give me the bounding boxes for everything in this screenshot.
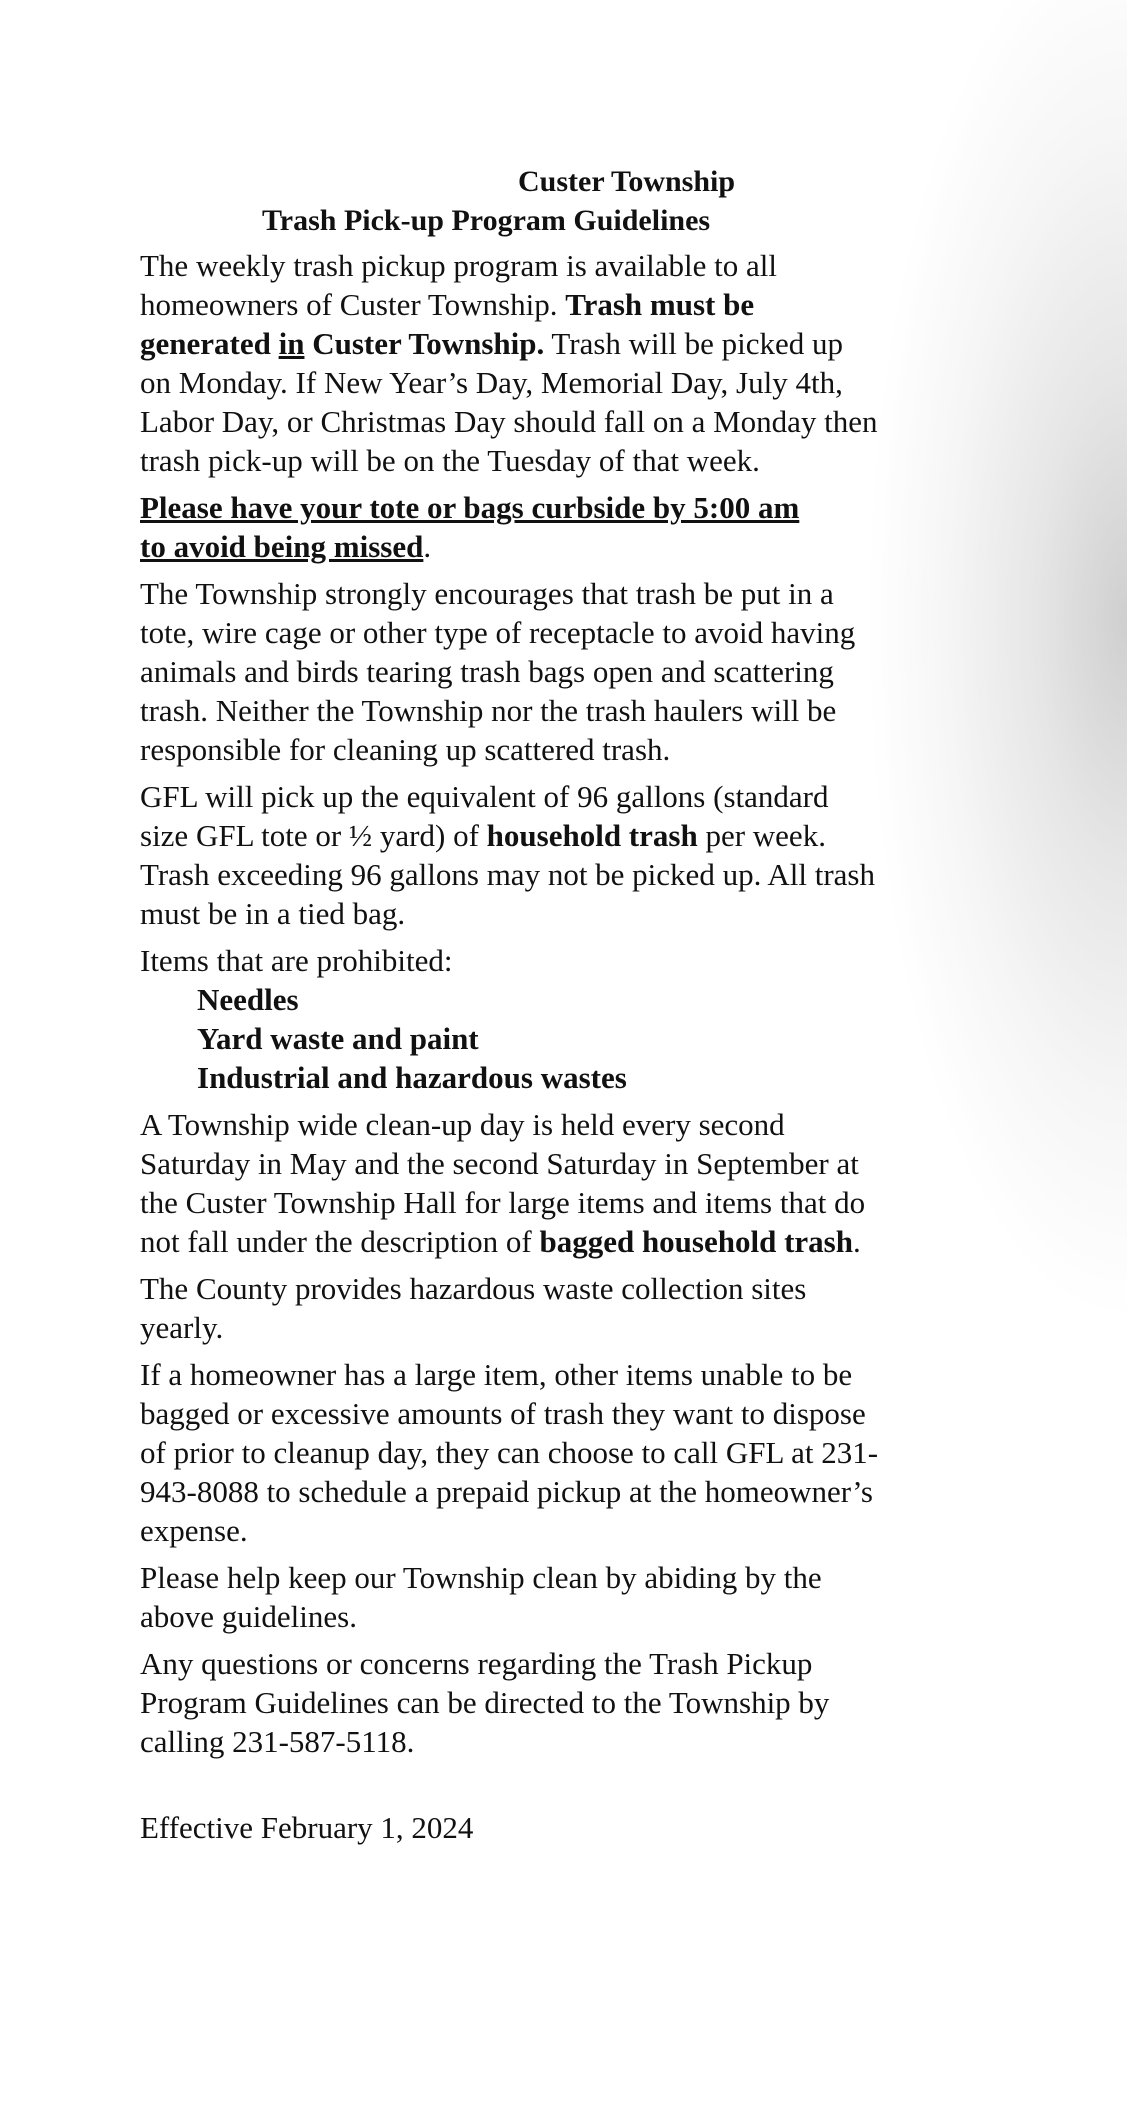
paragraph-gallon-limit	[140, 777, 880, 933]
household-trash-bold: household trash	[486, 818, 698, 853]
curbside-deadline-bold: Please have your tote or bags curbside by 5:00 am	[140, 490, 800, 525]
generated-in-township-underlined: in	[278, 326, 305, 361]
generated-in-township-bold-2: Custer Township.	[304, 326, 545, 361]
gallon-limit-text-1: GFL will pick up the equivalent of 96 gallons (standard size GFL tote or ½ yard) of	[140, 779, 829, 853]
paragraph-cleanup-day	[140, 1105, 880, 1261]
prohibited-items-list	[140, 980, 880, 1097]
gallon-limit-text-2: per week. Trash exceeding 96 gallons may not be picked up. All trash must be in a tied bag.	[140, 818, 875, 931]
prohibited-item: Needles	[197, 982, 299, 1017]
document-page	[140, 162, 880, 1855]
bagged-household-trash-bold: bagged household trash	[539, 1224, 853, 1259]
cleanup-day-text-2: .	[852, 1224, 861, 1259]
paragraph-receptacle: The Township strongly encourages that trash be put in a tote, wire cage or other type of receptacle to avoid having animals and birds tearing trash bags open and scattering trash. Neither the Township nor the trash haulers will be responsible for cleaning up scattered trash.	[140, 576, 856, 767]
paragraph-pickup-schedule	[140, 246, 880, 480]
document-subtitle: Trash Pick-up Program Guidelines	[262, 204, 711, 237]
paragraph-questions: Any questions or concerns regarding the Trash Pickup Program Guidelines can be directed to the Township by calling 231-587-5118.	[140, 1646, 830, 1759]
paragraph-keep-clean: Please help keep our Township clean by abiding by the above guidelines.	[140, 1560, 822, 1634]
curbside-deadline-period: .	[423, 529, 432, 564]
generated-in-township-bold-1: Trash must be generated	[140, 287, 755, 361]
prohibited-item: Yard waste and paint	[197, 1021, 479, 1056]
pickup-schedule-text-2: Trash will be picked up on Monday. If New Year’s Day, Memorial Day, July 4th, Labor Day, or Christmas Day should fall on a Monday then trash pick-up will be on the Tuesday of that week.	[140, 326, 878, 478]
document-title: Custer Township	[518, 165, 736, 198]
prohibited-intro: Items that are prohibited:	[140, 943, 453, 978]
paragraph-large-items: If a homeowner has a large item, other items unable to be bagged or excessive amounts of trash they want to dispose of prior to cleanup day, they can choose to call GFL at 231-943-8088 to schedule a prepaid pickup at the homeowner’s expense.	[140, 1357, 879, 1548]
paragraph-hazardous-sites: The County provides hazardous waste collection sites yearly.	[140, 1271, 807, 1345]
paragraph-curbside-deadline	[140, 488, 880, 566]
effective-date: Effective February 1, 2024	[140, 1810, 474, 1845]
cleanup-day-text-1: A Township wide clean-up day is held every second Saturday in May and the second Saturday in September at the Custer Township Hall for large items and items that do not fall under the description of	[140, 1107, 866, 1259]
curbside-deadline-bold-2: to avoid being missed	[140, 529, 424, 564]
pickup-schedule-text-1: The weekly trash pickup program is available to all homeowners of Custer Township.	[140, 248, 778, 322]
prohibited-item: Industrial and hazardous wastes	[197, 1060, 627, 1095]
